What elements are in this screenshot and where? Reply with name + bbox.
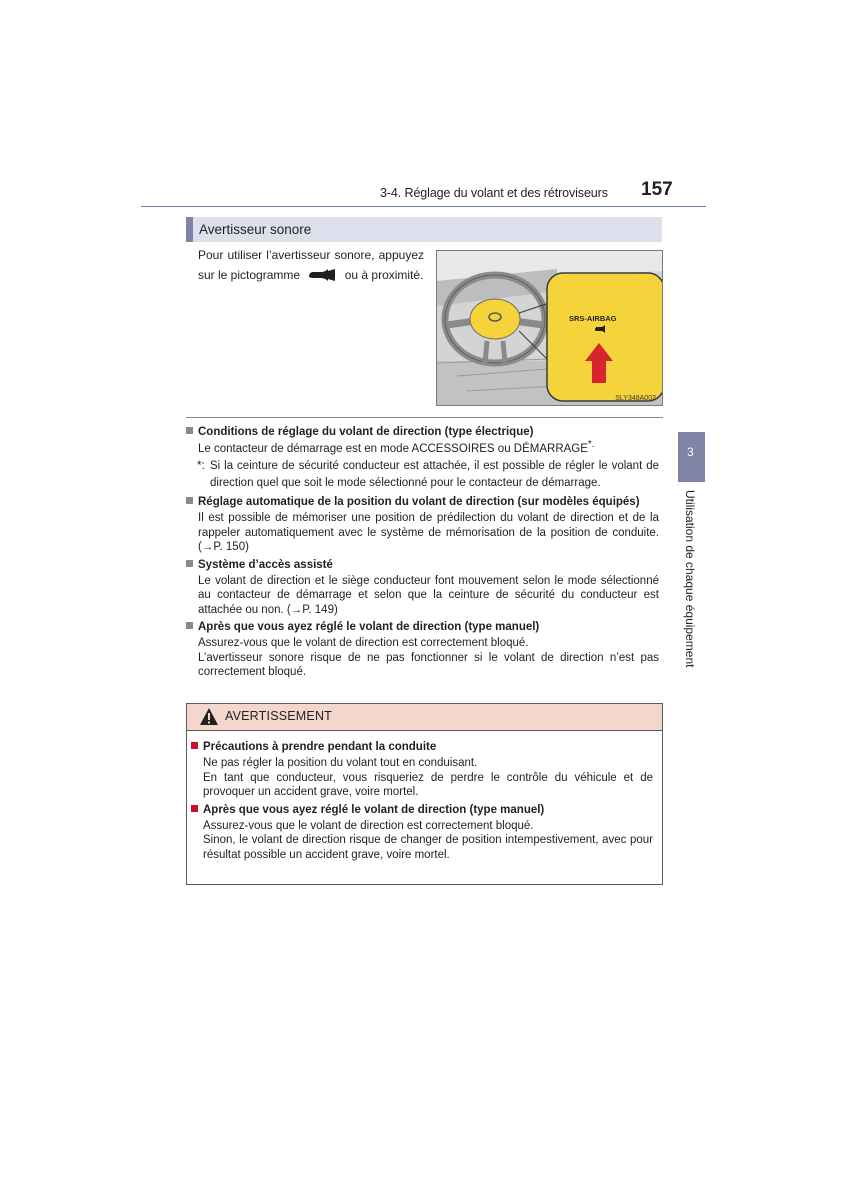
steering-wheel-figure [436,250,663,406]
list-item [186,619,659,680]
warning-triangle-icon [199,707,219,726]
warning-box [186,703,663,885]
item-title: Conditions de réglage du volant de direction (type électrique) [198,426,534,438]
warning-item [191,739,653,800]
item-text: Il est possible de mémoriser une position de prédilection du volant de direction et de la rappeler automatiquement avec le système de mémorisation de la position de conduite. (→P. 150) [198,512,659,553]
chapter-title: Utilisation de chaque équipement [683,490,697,668]
list-item [186,424,659,492]
intro-text-after: ou à proximité. [344,267,424,282]
section-title-bar [186,217,662,242]
item-text-line: En tant que conducteur, vous risqueriez de perdre le contrôle du véhicule et de provoquer un accident grave, voire mortel. [203,771,653,798]
item-text-line: Assurez-vous que le volant de direction est correctement bloqué. [198,637,529,649]
bullet-square [186,427,193,434]
section-divider [186,417,663,418]
item-title: Système d’accès assisté [198,558,333,571]
bullet-square [191,805,198,812]
header-rule [141,206,706,207]
warning-body [191,739,653,864]
item-text: Le contacteur de démarrage est en mode ACCESSOIRES ou DÉMARRAGE [198,443,588,455]
item-title: Après que vous ayez réglé le volant de direction (type manuel) [203,803,545,816]
footnote-text: Si la ceinture de sécurité conducteur est attachée, il est possible de régler le volant de direction quel que soit le mode sélectionné pour le contacteur de démarrage. [210,460,659,489]
warning-header [187,704,662,731]
item-text-line: L’avertisseur sonore risque de ne pas fonctionner si le volant de direction n’est pas correctement bloqué. [198,651,659,678]
item-title: Réglage automatique de la position du volant de direction (sur modèles équipés) [198,496,640,508]
intro-text-before: Pour utiliser l’avertisseur sonore, appuyez sur le pictogramme [198,248,424,282]
warning-title: AVERTISSEMENT [225,709,333,723]
footnote-ref: *. [587,439,595,451]
bullet-square [186,560,193,567]
chapter-tab [678,432,705,482]
horn-icon [307,268,337,282]
intro-text [198,246,424,285]
figure-code: SLY348A002 [615,395,656,402]
bullet-square [186,622,193,629]
list-item [186,557,659,618]
bullet-square [186,497,193,504]
footnote-mark: *: [197,460,205,472]
conditions-list [186,424,659,682]
warning-item [191,802,653,863]
item-text: Le volant de direction et le siège conducteur font mouvement selon le mode sélectionné au contacteur de démarrage et selon que la ceinture de sécurité du conducteur est attachée ou non. (→P. 149) [198,574,659,616]
item-text-line: Assurez-vous que le volant de direction est correctement bloqué. [203,819,534,832]
page-number: 157 [641,179,673,200]
footnote [198,458,659,492]
airbag-label: SRS-AIRBAG [569,314,617,323]
list-item [186,494,659,555]
chapter-number: 3 [687,445,694,459]
running-head: 3-4. Réglage du volant et des rétroviseurs [380,186,608,200]
bullet-square [191,742,198,749]
item-title: Après que vous ayez réglé le volant de direction (type manuel) [198,621,540,633]
section-title: Avertisseur sonore [199,222,312,237]
item-text-line: Sinon, le volant de direction risque de changer de position intempestivement, avec pour résultat possible un accident grave, voire mortel. [203,834,653,861]
item-text-line: Ne pas régler la position du volant tout en conduisant. [203,757,478,769]
item-title: Précautions à prendre pendant la conduite [203,741,437,753]
steering-wheel-illustration [437,251,663,406]
